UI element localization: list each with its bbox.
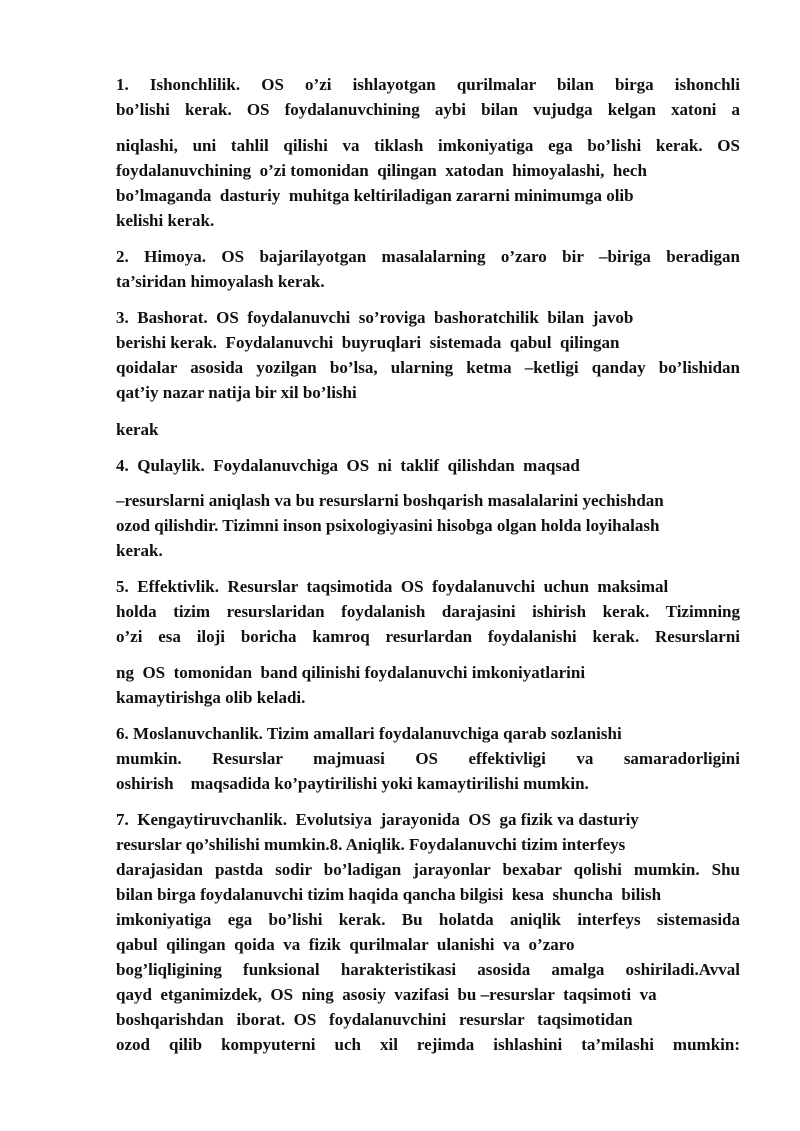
- text-line: bo’lishi kerak. OS foydalanuvchining aybi bilan vujudga kelgan xatoni a: [116, 100, 740, 119]
- text-line: ta’siridan himoyalash kerak.: [116, 272, 325, 291]
- text-line: ng OS tomonidan band qilinishi foydalanuvchi imkoniyatlarini: [116, 663, 586, 682]
- text-line: kelishi kerak.: [116, 211, 215, 230]
- text-line: berishi kerak. Foydalanuvchi buyruqlari sistemada qabul qilingan: [116, 333, 620, 352]
- text-line: 6. Moslanuvchanlik. Tizim amallari foydalanuvchiga qarab sozlanishi: [116, 724, 622, 743]
- text-line: oshirish maqsadida ko’paytirilishi yoki kamaytirilishi mumkin.: [116, 774, 589, 793]
- text-line: ozod qilib kompyuterni uch xil rejimda ishlashini ta’milashi mumkin:: [116, 1035, 740, 1054]
- text-line: 2. Himoya. OS bajarilayotgan masalalarning o’zaro bir –biriga beradigan: [116, 247, 740, 266]
- text-line: ozod qilishdir. Tizimni inson psixologiyasini hisobga olgan holda loyihalash: [116, 516, 660, 535]
- text-line: 1. Ishonchlilik. OS o’zi ishlayotgan qurilmalar bilan birga ishonchli: [116, 75, 740, 94]
- text-line: imkoniyatiga ega bo’lishi kerak. Bu holatda aniqlik interfeys sistemasida: [116, 910, 740, 929]
- text-line: boshqarishdan iborat. OS foydalanuvchini resurslar taqsimotidan: [116, 1010, 633, 1029]
- text-line: 5. Effektivlik. Resurslar taqsimotida OS foydalanuvchi uchun maksimal: [116, 577, 669, 596]
- text-line: kamaytirishga olib keladi.: [116, 688, 306, 707]
- text-line: foydalanuvchining o’zi tomonidan qilingan xatodan himoyalashi, hech: [116, 161, 647, 180]
- text-line: qabul qilingan qoida va fizik qurilmalar ulanishi va o’zaro: [116, 935, 575, 954]
- text-line: bilan birga foydalanuvchi tizim haqida qancha bilgisi kesa shuncha bilish: [116, 885, 662, 904]
- text-line: bo’lmaganda dasturiy muhitga keltiriladigan zararni minimumga olib: [116, 186, 634, 205]
- text-line: qayd etganimizdek, OS ning asosiy vazifasi bu –resurslar taqsimoti va: [116, 985, 657, 1004]
- text-line: kerak: [116, 420, 159, 439]
- text-line: o’zi esa iloji boricha kamroq resurlardan foydalanishi kerak. Resurslarni: [116, 627, 740, 646]
- text-line: kerak.: [116, 541, 163, 560]
- text-line: bog’liqligining funksional harakteristikasi asosida amalga oshiriladi.Avval: [116, 960, 740, 979]
- text-line: resurslar qo’shilishi mumkin.8. Aniqlik. Foydalanuvchi tizim interfeys: [116, 835, 626, 854]
- text-line: 7. Kengaytiruvchanlik. Evolutsiya jarayonida OS ga fizik va dasturiy: [116, 810, 639, 829]
- text-line: darajasidan pastda sodir bo’ladigan jarayonlar bexabar qolishi mumkin. Shu: [116, 860, 740, 879]
- text-line: 3. Bashorat. OS foydalanuvchi so’roviga bashoratchilik bilan javob: [116, 308, 634, 327]
- text-line: qat’iy nazar natija bir xil bo’lishi: [116, 383, 357, 402]
- text-line: mumkin. Resurslar majmuasi OS effektivligi va samaradorligini: [116, 749, 740, 768]
- text-line: –resurslarni aniqlash va bu resurslarni boshqarish masalalarini yechishdan: [116, 491, 664, 510]
- text-line: 4. Qulaylik. Foydalanuvchiga OS ni taklif qilishdan maqsad: [116, 456, 580, 475]
- text-line: niqlashi, uni tahlil qilishi va tiklash imkoniyatiga ega bo’lishi kerak. OS: [116, 136, 740, 155]
- text-line: holda tizim resurslaridan foydalanish darajasini ishirish kerak. Tizimning: [116, 602, 740, 621]
- text-line: qoidalar asosida yozilgan bo’lsa, ularning ketma –ketligi qanday bo’lishidan: [116, 358, 740, 377]
